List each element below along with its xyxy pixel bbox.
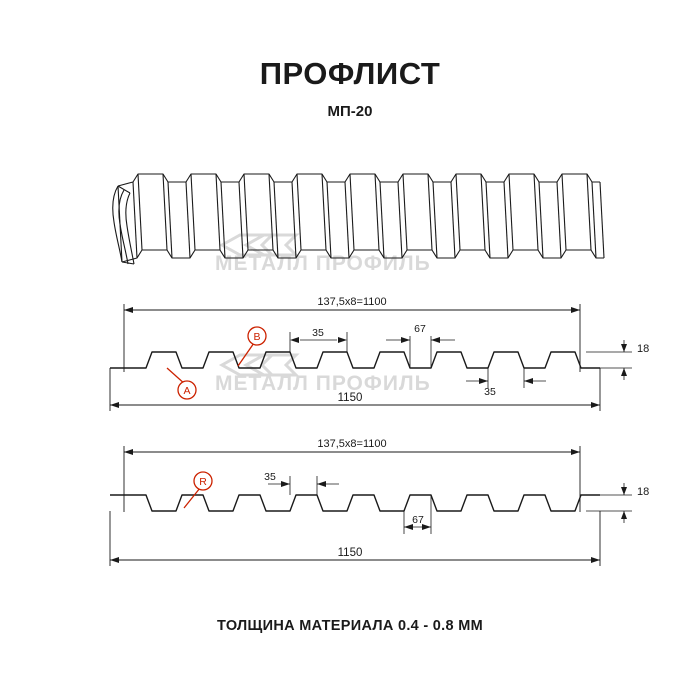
marker-a: [167, 368, 196, 399]
watermark-text-upper: МЕТАЛЛ ПРОФИЛЬ: [215, 252, 431, 275]
page-title: ПРОФЛИСТ: [259, 56, 441, 91]
isometric-sheet-view: [113, 174, 604, 264]
dim-rib-top-r: [268, 476, 339, 495]
watermark-text-lower: МЕТАЛЛ ПРОФИЛЬ: [215, 372, 431, 395]
watermark-logo-upper: [222, 235, 296, 255]
dim-label-total-a: 1150: [337, 392, 363, 404]
dim-line-top-a: [124, 304, 580, 372]
dim-label-flat-r: 67: [412, 514, 424, 526]
marker-b-label: B: [253, 331, 261, 343]
page-subtitle: МП-20: [327, 103, 373, 120]
dim-line-top-r: [124, 446, 580, 512]
profile-r-section: [110, 495, 600, 511]
marker-a-label: A: [183, 385, 191, 397]
watermark-logo-lower: [222, 355, 296, 375]
dim-height-a: [586, 340, 632, 380]
dim-label-total-r: 1150: [337, 547, 363, 559]
dim-label-rib-bottom-a: 35: [484, 386, 496, 398]
dim-label-flat-a: 67: [414, 323, 426, 335]
profile-a-section: [110, 352, 600, 368]
dim-label-rib-top-r: 35: [264, 471, 276, 483]
marker-r-label: R: [199, 476, 207, 488]
dim-label-top-r: 137,5х8=1100: [317, 438, 387, 450]
dim-height-r: [586, 483, 632, 523]
dim-rib-bottom-a: [466, 368, 546, 388]
dim-label-height-a: 18: [637, 343, 650, 355]
dim-label-top-a: 137,5х8=1100: [317, 296, 387, 308]
material-thickness-note: ТОЛЩИНА МАТЕРИАЛА 0.4 - 0.8 ММ: [217, 618, 483, 634]
dim-label-height-r: 18: [637, 486, 650, 498]
dim-label-rib-top-a: 35: [312, 327, 324, 339]
marker-r: [184, 472, 212, 508]
